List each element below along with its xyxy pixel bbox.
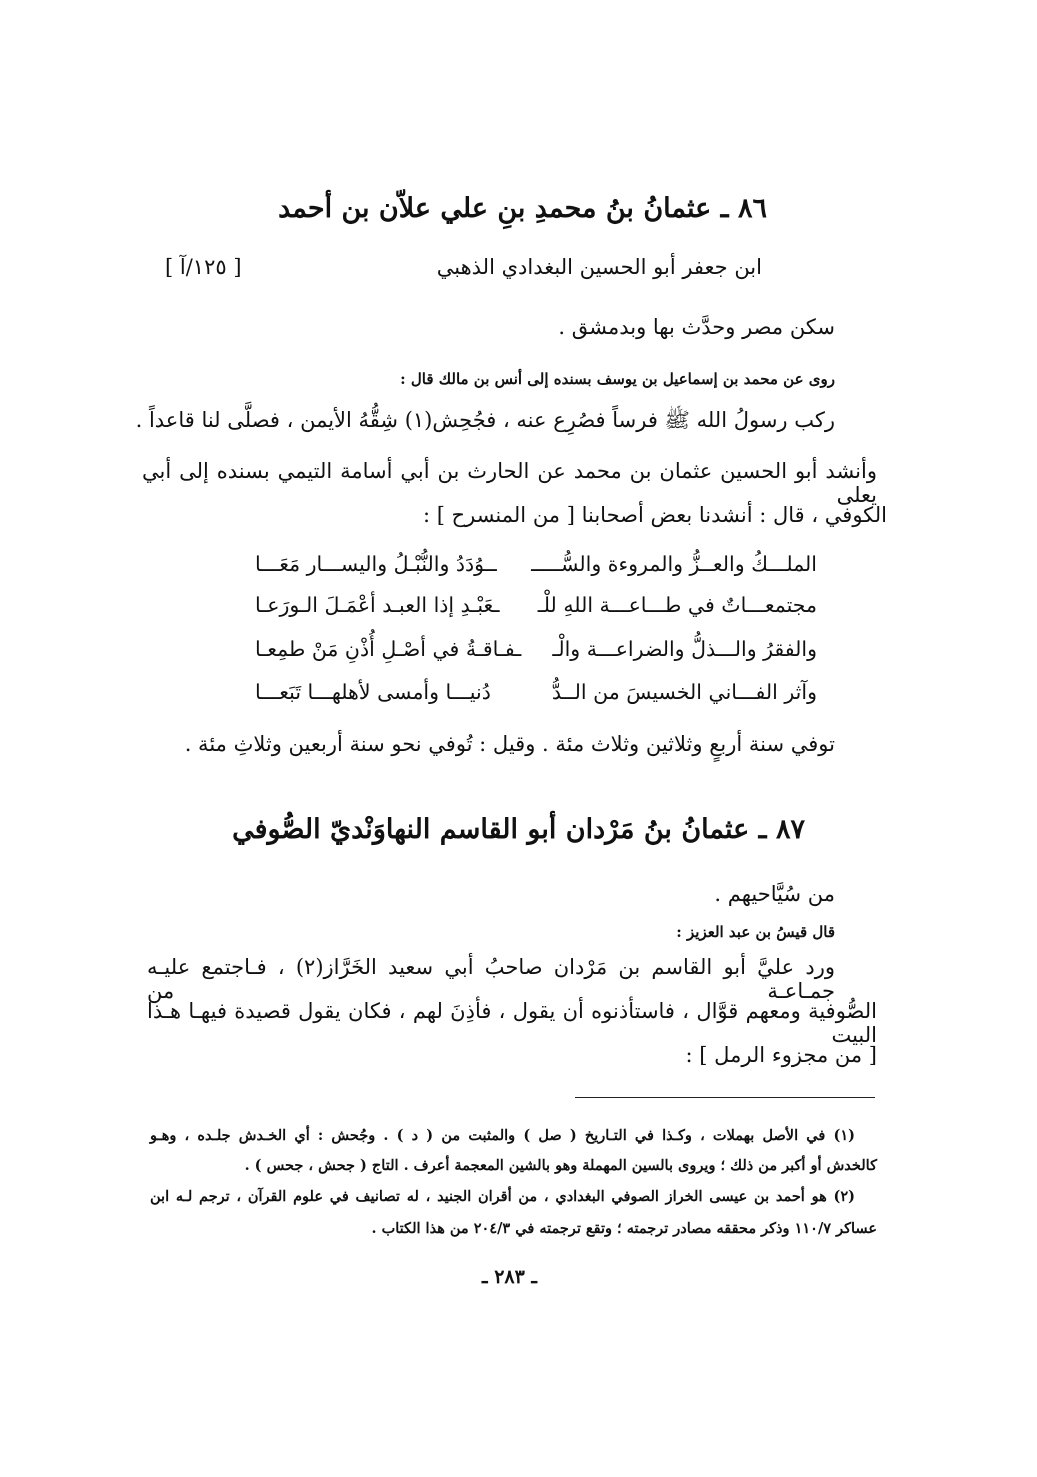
- entry-87-heading: ٨٧ ـ عثمانُ بنُ مَرْدان أبو القاسم النهاوَنْديّ الصُّوفي: [232, 814, 805, 845]
- paragraph-line-3: [ من مجزوء الرمل ] :: [685, 1043, 877, 1067]
- entry-86-heading: ٨٦ ـ عثمانُ بنُ محمدِ بنِ علي علاّن بن أحمد: [278, 193, 767, 224]
- hadith-line: ركب رسولُ الله ﷺ فرساً فصُرِع عنه ، فجُحِش(١) شِقُّهُ الأيمن ، فصلَّى لنا قاعداً .: [135, 408, 835, 432]
- origin-line: من سُيَّاحيهم .: [714, 882, 835, 906]
- death-line: توفي سنة أربعٍ وثلاثين وثلاث مئة . وقيل : تُوفي نحو سنة أربعين وثلاثِ مئة .: [184, 732, 835, 756]
- paragraph-line-1: ورد عليَّ أبو القاسم بن مَرْدان صاحبُ أبي سعيد الخَرَّاز(٢) ، فـاجتمع عليـه جمـاعـة من: [147, 955, 835, 1003]
- poem-verse-4-ajuz: دُنيـــا وأمسى لأهلهـــا تَبَعـــا: [255, 680, 491, 704]
- footnote-1-line-1: (١) في الأصل بهملات ، وكـذا في التـاريخ ( صل ) والمثبت من ( د ) . وجُحش : أي الخـدش جلـده ، وهـو: [150, 1127, 855, 1144]
- page-number: ـ ٢٨٣ ـ: [482, 1266, 537, 1288]
- narrator-line: قال قيسُ بن عبد العزيز :: [676, 923, 835, 941]
- poem-verse-2-sadr: مجتمعـــاتٌ في طـــاعـــة اللهِ للْـ: [537, 593, 817, 617]
- poetry-intro-line-2: الكوفي ، قال : أنشدنا بعض أصحابنا [ من المنسرح ] :: [422, 503, 887, 527]
- poem-verse-1-ajuz: ــوُدَدُ والنُّبْـلُ واليســـار مَعَـــا: [255, 552, 497, 576]
- poem-verse-3-ajuz: ـفـاقـةُ في أصْـلِ أُذْنِ مَنْ طمِعـا: [255, 637, 522, 661]
- residence-line: سكن مصر وحدَّث بها وبدمشق .: [558, 315, 835, 339]
- isnad-line: روى عن محمد بن إسماعيل بن يوسف بسنده إلى أنس بن مالك قال :: [400, 370, 835, 388]
- poem-verse-1-sadr: الملـــكُ والعــزُّ والمروءة والسُّـــــ: [531, 552, 817, 576]
- footnote-2-line-2: عساكر ١١٠/٧ وذكر محققه مصادر ترجمته ؛ وتقع ترجمته في ٢٠٤/٣ من هذا الكتاب .: [371, 1220, 877, 1237]
- paragraph-line-2: الصُّوفية ومعهم قوَّال ، فاستأذنوه أن يقول ، فأذِنَ لهم ، فكان يقول قصيدة فيهـا هـذا البيت: [147, 999, 877, 1047]
- folio-reference: [ ١٢٥/آ ]: [165, 255, 242, 279]
- poem-verse-3-sadr: والفقرُ والـــذلُّ والضراعـــة والْـ: [552, 637, 817, 661]
- poem-verse-2-ajuz: ـعَبْـدِ إذا العبـد أعْمَـلَ الـورَعـا: [255, 593, 500, 617]
- poetry-intro-line-1: وأنشد أبو الحسين عثمان بن محمد عن الحارث بن أبي أسامة التيمي بسنده إلى أبي يعلى: [142, 459, 877, 507]
- footnote-1-line-2: كالخدش أو أكبر من ذلك ؛ ويروى بالسين المهملة وهو بالشين المعجمة أعرف . التاج ( جحش ، جحس ) .: [244, 1157, 877, 1174]
- entry-86-subheading: ابن جعفر أبو الحسين البغدادي الذهبي: [436, 255, 762, 279]
- footnote-separator: [575, 1097, 875, 1098]
- footnote-2-line-1: (٢) هو أحمد بن عيسى الخراز الصوفي البغدادي ، من أقران الجنيد ، له تصانيف في علوم القرآن ، ترجم لـه ابن: [150, 1188, 855, 1205]
- poem-verse-4-sadr: وآثر الفـــاني الخسيسَ من الــدُّ: [551, 680, 817, 704]
